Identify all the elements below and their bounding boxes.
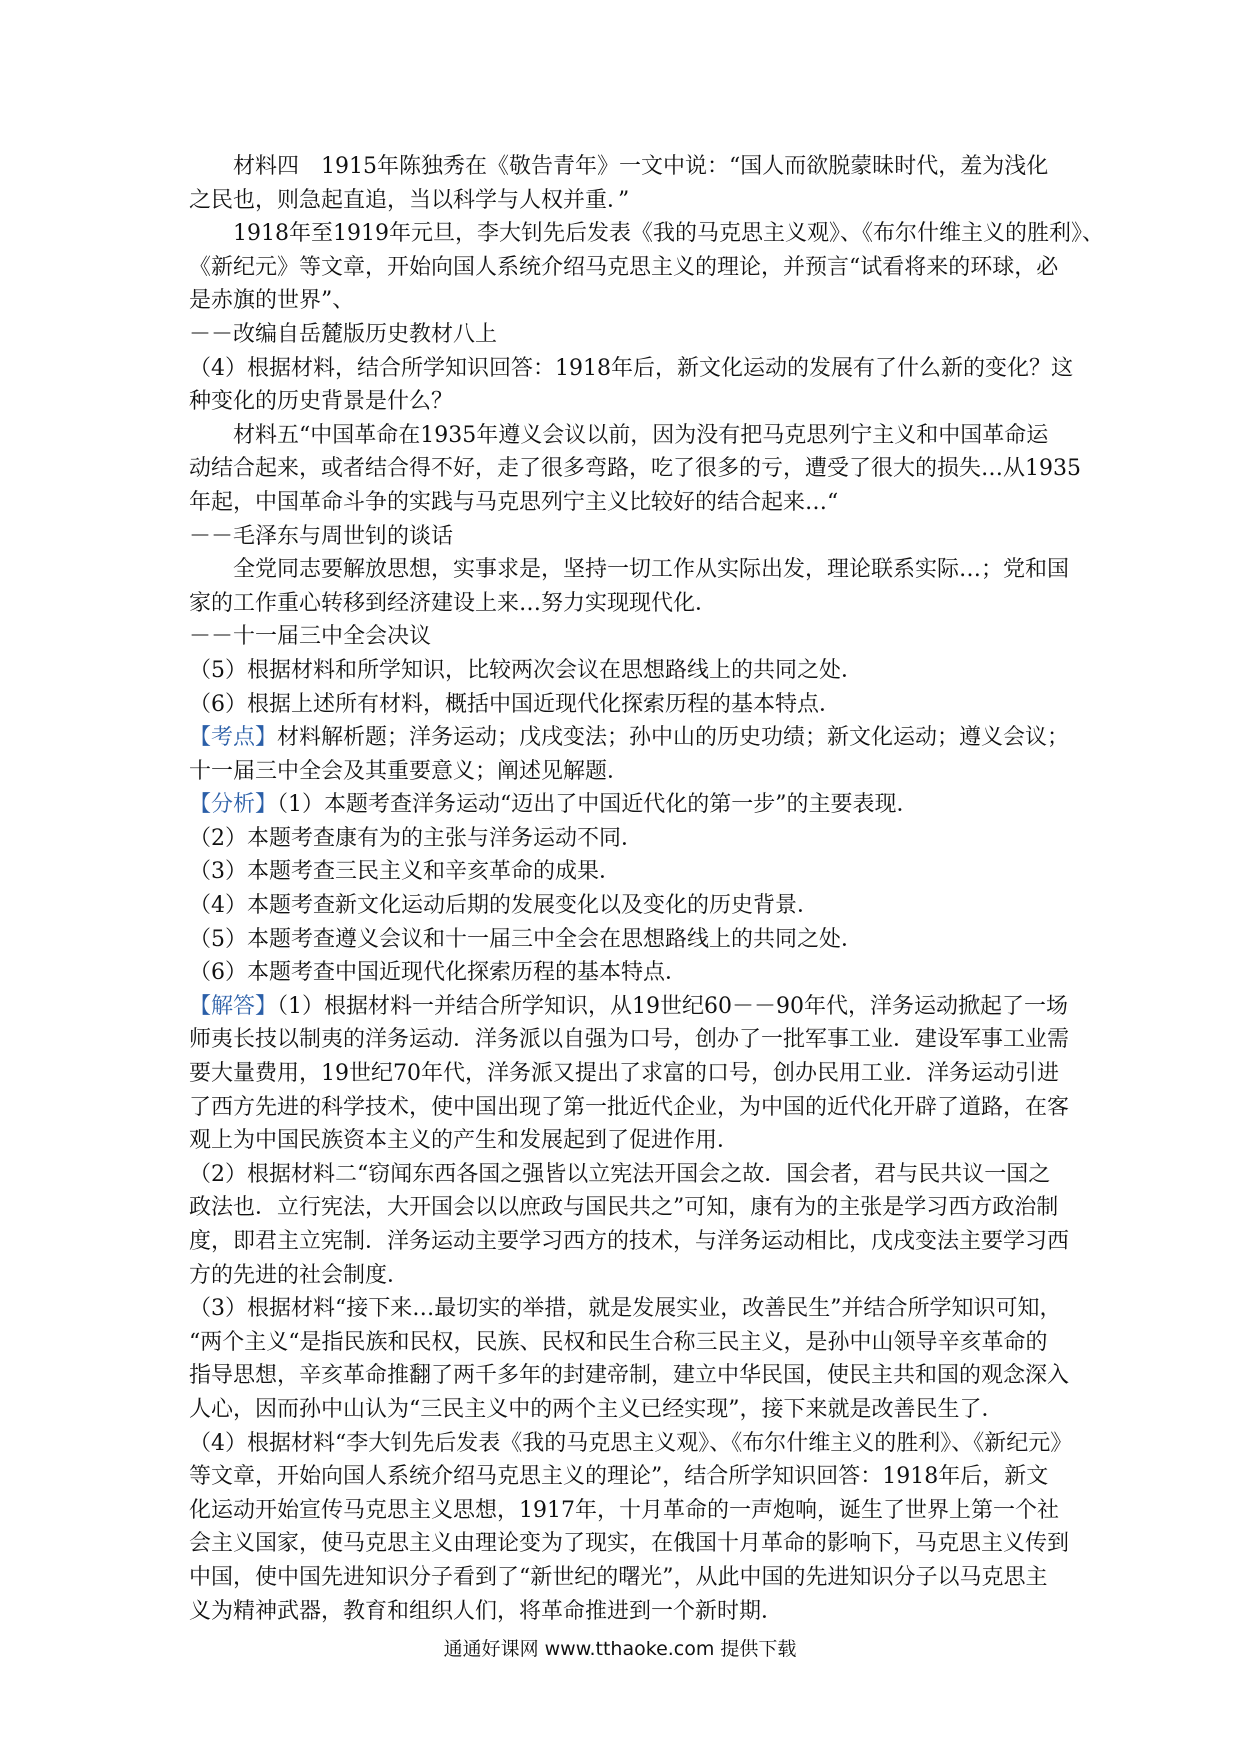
material4-line: 《新纪元》等文章，开始向国人系统介绍马克思主义的理论，并预言“试看将来的环球，必 bbox=[189, 254, 1059, 280]
jieda-line: 了西方先进的科学技术，使中国出现了第一批近代企业，为中国的近代化开辟了道路，在客 bbox=[189, 1094, 1070, 1120]
jieda-line: 要大量费用，19世纪70年代，洋务派又提出了求富的口号，创办民用工业．洋务运动引进 bbox=[189, 1061, 1059, 1087]
jieda-tag: 【解答】 bbox=[189, 993, 278, 1019]
material5-source: －－毛泽东与周世钊的谈话 bbox=[189, 523, 454, 549]
fenxi-line: （4）本题考查新文化运动后期的发展变化以及变化的历史背景． bbox=[189, 893, 819, 919]
jieda-line: 等文章，开始向国人系统介绍马克思主义的理论”，结合所学知识回答：1918年后，新文 bbox=[189, 1464, 1049, 1490]
material5-line: 全党同志要解放思想，实事求是，坚持一切工作从实际出发，理论联系实际…；党和国 bbox=[233, 557, 1070, 583]
material4-source: －－改编自岳麓版历史教材八上 bbox=[189, 321, 498, 347]
material4-line: 是赤旗的世界”、 bbox=[189, 288, 355, 314]
jieda-line: 中国，使中国先进知识分子看到了“新世纪的曙光”，从此中国的先进知识分子以马克思主 bbox=[189, 1564, 1048, 1590]
fenxi-line: （2）本题考查康有为的主张与洋务运动不同． bbox=[189, 825, 643, 851]
jieda-line: 观上为中国民族资本主义的产生和发展起到了促进作用． bbox=[189, 1128, 740, 1154]
kaodian-tag: 【考点】 bbox=[189, 725, 278, 751]
jieda-line: 人心，因而孙中山认为“三民主义中的两个主义已经实现”，接下来就是改善民生了． bbox=[189, 1396, 1004, 1422]
material5-source: －－十一届三中全会决议 bbox=[189, 624, 432, 650]
question4-line: 种变化的历史背景是什么？ bbox=[189, 389, 454, 415]
fenxi-line: （5）本题考查遵义会议和十一届三中全会在思想路线上的共同之处． bbox=[189, 926, 863, 952]
jieda-text: （1）根据材料一并结合所学知识，从19世纪60－－90年代，洋务运动掀起了一场 bbox=[277, 993, 1068, 1019]
fenxi-tag: 【分析】 bbox=[189, 792, 278, 818]
question6: （6）根据上述所有材料，概括中国近现代化探索历程的基本特点． bbox=[189, 691, 841, 717]
jieda-line: 政法也．立行宪法，大开国会以以庶政与国民共之”可知，康有为的主张是学习西方政治制 bbox=[189, 1195, 1059, 1221]
material5-line: 动结合起来，或者结合得不好，走了很多弯路，吃了很多的亏，遭受了很大的损失…从1935 bbox=[189, 456, 1081, 482]
fenxi-line: （6）本题考查中国近现代化探索历程的基本特点． bbox=[189, 960, 687, 986]
question4-line: （4）根据材料，结合所学知识回答：1918年后，新文化运动的发展有了什么新的变化？这 bbox=[189, 355, 1073, 381]
fenxi-text: （1）本题考查洋务运动“迈出了中国近代化的第一步”的主要表现． bbox=[277, 792, 919, 818]
kaodian-line: 十一届三中全会及其重要意义；阐述见解题． bbox=[189, 758, 630, 784]
jieda-line: 度，即君主立宪制．洋务运动主要学习西方的技术，与洋务运动相比，戊戌变法主要学习西 bbox=[189, 1229, 1070, 1254]
jieda-line: 师夷长技以制夷的洋务运动．洋务派以自强为口号，创办了一批军事工业．建设军事工业需 bbox=[189, 1027, 1070, 1053]
page-footer: 通通好课网 www.tthaoke.com 提供下载 bbox=[443, 1638, 797, 1660]
material5-line: 材料五“中国革命在1935年遵义会议以前，因为没有把马克思列宁主义和中国革命运 bbox=[233, 422, 1049, 448]
jieda-line: （3）根据材料“接下来…最切实的举措，就是发展实业，改善民生”并结合所学知识可知， bbox=[189, 1296, 1062, 1322]
jieda-line: “两个主义“是指民族和民权，民族、民权和民生合称三民主义，是孙中山领导辛亥革命的 bbox=[189, 1329, 1048, 1355]
jieda-line: 方的先进的社会制度． bbox=[189, 1262, 410, 1288]
document-body bbox=[189, 150, 1104, 1628]
material4-line: 材料四 1915年陈独秀在《敬告青年》一文中说：“国人而欲脱蒙昧时代，羞为浅化 bbox=[233, 154, 1049, 179]
jieda-line: 义为精神武器，教育和组织人们，将革命推进到一个新时期． bbox=[189, 1598, 784, 1624]
material5-line: 家的工作重心转移到经济建设上来…努力实现现代化． bbox=[189, 590, 718, 616]
jieda-line: （4）根据材料“李大钊先后发表《我的马克思主义观》、《布尔什维主义的胜利》、《新纪元》 bbox=[189, 1430, 1073, 1456]
jieda-line: 指导思想，辛亥革命推翻了两千多年的封建帝制，建立中华民国，使民主共和国的观念深入 bbox=[189, 1363, 1070, 1389]
jieda-line: 会主义国家，使马克思主义由理论变为了现实，在俄国十月革命的影响下，马克思主义传到 bbox=[189, 1531, 1070, 1557]
fenxi-line bbox=[189, 788, 1059, 822]
question5: （5）根据材料和所学知识，比较两次会议在思想路线上的共同之处． bbox=[189, 657, 863, 683]
material4-line: 之民也，则急起直追，当以科学与人权并重．” bbox=[189, 187, 630, 213]
kaodian-text: 材料解析题；洋务运动；戊戌变法；孙中山的历史功绩；新文化运动；遵义会议； bbox=[277, 725, 1070, 751]
jieda-line bbox=[189, 990, 1068, 1024]
jieda-line: （2）根据材料二“窃闻东西各国之强皆以立宪法开国会之故．国会者，君与民共议一国之 bbox=[189, 1161, 1051, 1187]
jieda-line: 化运动开始宣传马克思主义思想，1917年，十月革命的一声炮响，诞生了世界上第一个社 bbox=[189, 1497, 1059, 1523]
material4-line: 1918年至1919年元旦，李大钊先后发表《我的马克思主义观》、《布尔什维主义的胜利》、 bbox=[233, 221, 1104, 247]
material5-line: 年起，中国革命斗争的实践与马克思列宁主义比较好的结合起来…“ bbox=[189, 489, 839, 515]
fenxi-line: （3）本题考查三民主义和辛亥革命的成果． bbox=[189, 859, 621, 885]
kaodian-line bbox=[189, 721, 1070, 755]
